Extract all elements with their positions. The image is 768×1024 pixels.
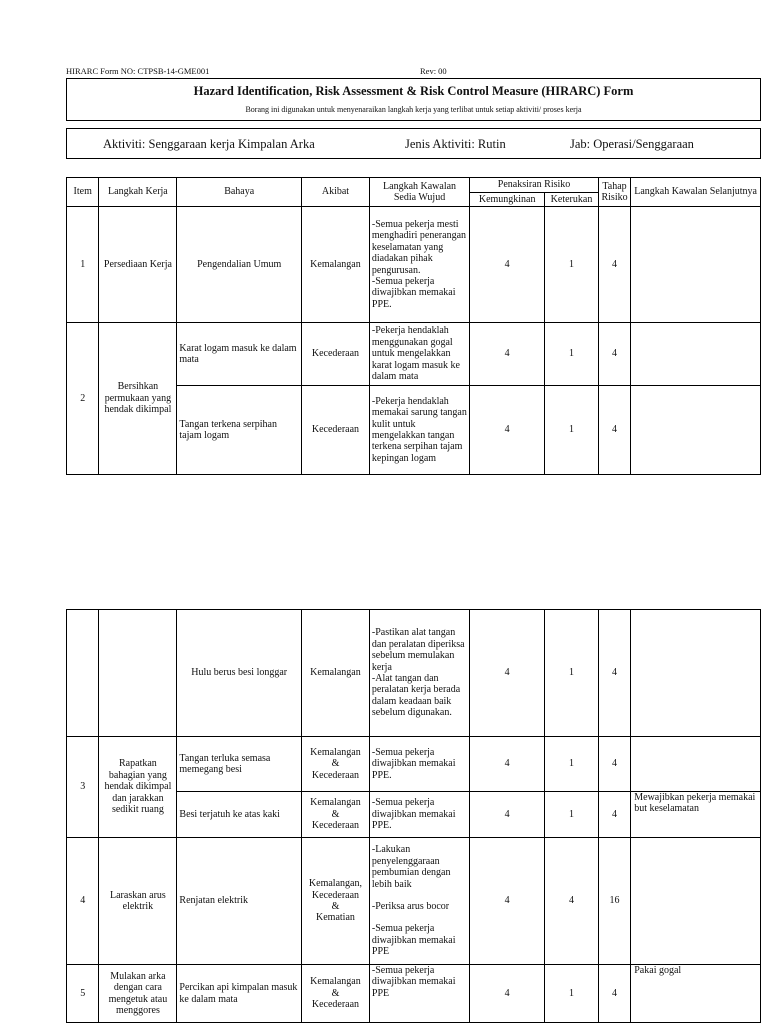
header-tahap-risiko: Tahap Risiko [598,178,630,207]
table-row [67,965,761,1023]
kawalan-cell: -Semua pekerja diwajibkan memakai PPE [369,965,469,1023]
akibat-line: Kecederaan [311,769,360,781]
keterukan-cell: 1 [545,737,599,792]
keterukan-cell: 1 [545,965,599,1023]
kawalan-selanjutnya-cell: Pakai gogal [631,965,761,1023]
form-subtitle: Borang ini digunakan untuk menyenaraikan langkah kerja yang terlibat untuk setiap aktiviti/ proses kerja [245,105,582,114]
kemungkinan-cell: 4 [470,737,545,792]
kawalan-cell: -Pekerja hendaklah menggunakan gogal untuk mengelakkan karat logam masuk ke dalam mata [369,323,469,386]
kawalan-cell [369,207,469,323]
akibat-cell: Kecederaan [302,386,370,475]
kawalan-selanjutnya-cell [631,838,761,965]
kawalan-selanjutnya-cell [631,610,761,737]
kawalan-selanjutnya-cell: Mewajibkan pekerja memakai but keselamatan [631,792,761,838]
akibat-line: Kemalangan [310,797,361,809]
kawalan-line: -Periksa arus bocor [371,901,450,912]
kemungkinan-cell: 4 [470,386,545,475]
header-bahaya: Bahaya [177,178,302,207]
table-row [67,207,761,323]
kemungkinan-cell: 4 [470,838,545,965]
tahap-risiko-cell: 16 [598,838,630,965]
kawalan-line: -Semua pekerja diwajibkan memakai PPE. [371,275,456,310]
langkah-kerja-cell: Rapatkan bahagian yang hendak dikimpal dan jarakkan sedikit ruang [99,737,177,838]
bahaya-cell: Percikan api kimpalan masuk ke dalam mata [177,965,302,1023]
table-row [67,323,761,386]
akibat-line: Kematian [316,912,355,924]
kawalan-cell [369,610,469,737]
form-title: Hazard Identification, Risk Assessment & Risk Control Measure (HIRARC) Form [193,84,634,98]
activity-type: Jenis Aktiviti: Rutin [405,137,506,151]
akibat-cell: Kecederaan [302,323,370,386]
hirarc-table-2 [66,609,761,1023]
table-row [67,610,761,737]
tahap-risiko-cell: 4 [598,386,630,475]
akibat-line: & [331,987,340,999]
form-title-box [66,78,761,121]
langkah-kerja-cell: Persediaan Kerja [99,207,177,323]
header-langkah-kerja: Langkah Kerja [99,178,177,207]
kawalan-line: -Alat tangan dan peralatan kerja berada dalam keadaan baik sebelum digunakan. [371,673,461,719]
akibat-line: Kemalangan [310,976,361,988]
activity-name: Aktiviti: Senggaraan kerja Kimpalan Arka [103,137,315,151]
header-kawalan-sedia-wujud: Langkah Kawalan Sedia Wujud [369,178,469,207]
bahaya-cell: Karat logam masuk ke dalam mata [177,323,302,386]
hirarc-table-1 [66,177,761,475]
bahaya-cell: Besi terjatuh ke atas kaki [177,792,302,838]
item-number: 1 [67,207,99,323]
bahaya-cell: Renjatan elektrik [177,838,302,965]
bahaya-cell: Tangan terkena serpihan tajam logam [177,386,302,475]
item-number: 2 [67,323,99,475]
akibat-line: Kemalangan [310,746,361,758]
header-penaksiran-risiko: Penaksiran Risiko [470,178,599,193]
akibat-line: & [331,901,340,912]
tahap-risiko-cell: 4 [598,737,630,792]
kemungkinan-cell: 4 [470,792,545,838]
kemungkinan-cell: 4 [470,207,545,323]
kawalan-cell [369,838,469,965]
kawalan-cell: -Pekerja hendaklah memakai sarung tangan kulit untuk mengelakkan tangan terkena serpihan tajam kepingan logam [369,386,469,475]
tahap-risiko-cell: 4 [598,792,630,838]
kawalan-selanjutnya-cell [631,386,761,475]
akibat-line: Kecederaan [311,999,360,1011]
table-row [67,838,761,965]
keterukan-cell: 1 [545,386,599,475]
akibat-line: Kecederaan [311,889,360,901]
keterukan-cell: 1 [545,207,599,323]
akibat-line: Kecederaan [311,820,360,832]
item-number: 5 [67,965,99,1023]
activity-box [66,128,761,159]
item-number: 3 [67,737,99,838]
kawalan-line: -Semua pekerja mesti menghadiri penerangan keselamatan yang diadakan pihak pengurusan. [371,218,467,276]
item-number: 4 [67,838,99,965]
kawalan-selanjutnya-cell [631,207,761,323]
department: Jab: Operasi/Senggaraan [570,137,694,151]
tahap-risiko-cell: 4 [598,207,630,323]
akibat-line: & [331,808,340,820]
header-akibat: Akibat [302,178,370,207]
kawalan-line: -Pastikan alat tangan dan peralatan diperiksa sebelum memulakan kerja [371,627,465,673]
keterukan-cell: 1 [545,792,599,838]
langkah-kerja-cell: Bersihkan permukaan yang hendak dikimpal [99,323,177,475]
kawalan-cell: -Semua pekerja diwajibkan memakai PPE. [369,737,469,792]
revision-number: Rev: 00 [420,66,447,76]
table-row [67,737,761,792]
kawalan-cell: -Semua pekerja diwajibkan memakai PPE. [369,792,469,838]
akibat-cell: Kemalangan [302,610,370,737]
keterukan-cell: 1 [545,323,599,386]
bahaya-cell: Pengendalian Umum [177,207,302,323]
header-kawalan-selanjutnya: Langkah Kawalan Selanjutnya [631,178,761,207]
akibat-cell [302,838,370,965]
header-kemungkinan: Kemungkinan [470,193,545,207]
akibat-cell [302,965,370,1023]
header-item: Item [67,178,99,207]
langkah-kerja-cell: Laraskan arus elektrik [99,838,177,965]
akibat-cell [302,737,370,792]
kawalan-line: -Semua pekerja diwajibkan memakai PPE [371,923,456,958]
kemungkinan-cell: 4 [470,610,545,737]
kemungkinan-cell: 4 [470,323,545,386]
keterukan-cell: 4 [545,838,599,965]
header-keterukan: Keterukan [545,193,599,207]
akibat-cell: Kemalangan [302,207,370,323]
langkah-kerja-cell [99,610,177,737]
akibat-line: & [331,758,340,770]
akibat-line: Kemalangan, [308,878,362,890]
kawalan-selanjutnya-cell [631,737,761,792]
kawalan-selanjutnya-cell [631,323,761,386]
tahap-risiko-cell: 4 [598,965,630,1023]
keterukan-cell: 1 [545,610,599,737]
tahap-risiko-cell: 4 [598,610,630,737]
kemungkinan-cell: 4 [470,965,545,1023]
item-number [67,610,99,737]
akibat-cell [302,792,370,838]
bahaya-cell: Tangan terluka semasa memegang besi [177,737,302,792]
langkah-kerja-cell: Mulakan arka dengan cara mengetuk atau menggores [99,965,177,1023]
bahaya-cell: Hulu berus besi longgar [177,610,302,737]
kawalan-line: -Lakukan penyelenggaraan pembumian dengan lebih baik [371,844,451,890]
form-number: HIRARC Form NO: CTPSB-14-GME001 [66,66,210,76]
tahap-risiko-cell: 4 [598,323,630,386]
